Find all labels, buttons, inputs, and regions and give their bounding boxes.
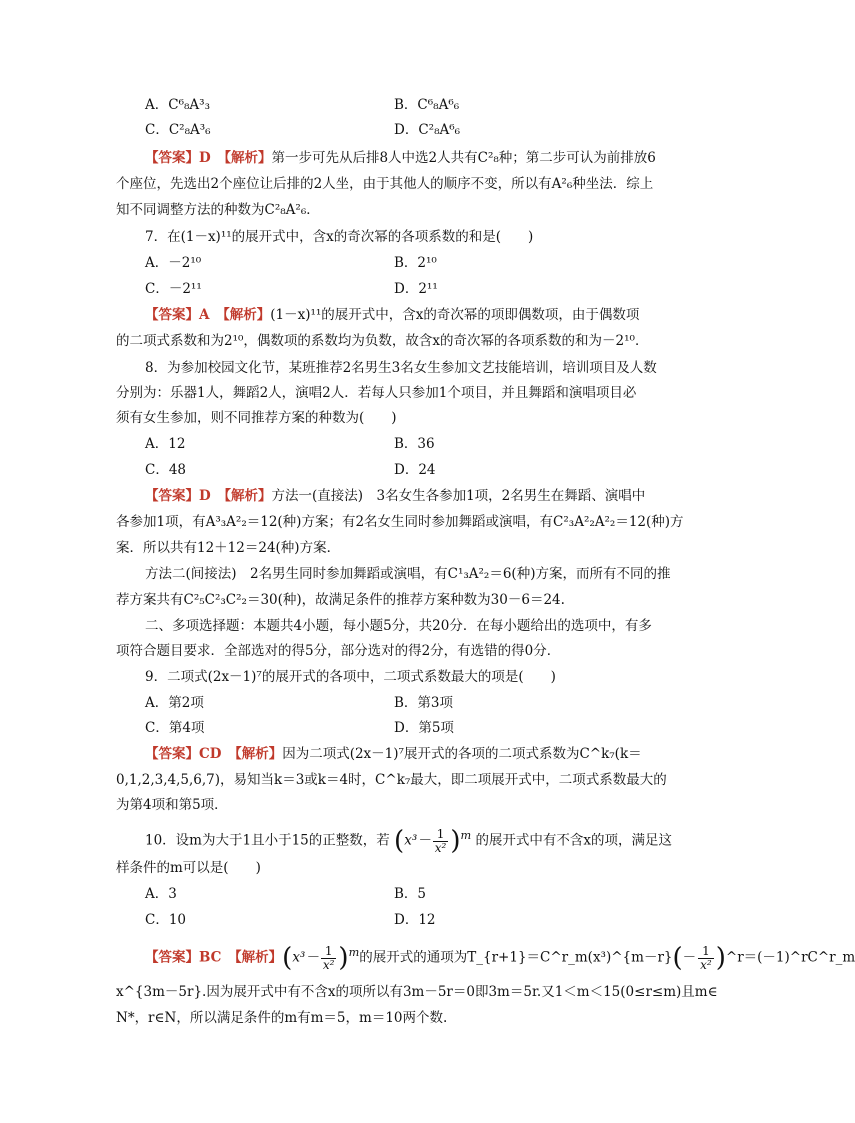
paren-open: ( [394, 826, 405, 856]
q10-exponent: m [348, 946, 360, 959]
section-heading-2: 项符合题目要求．全部选对的得5分，部分选对的得2分，有选错的得0分． [116, 643, 561, 659]
q7-option-c: C．－2¹¹ [145, 281, 202, 297]
q9-option-d: D．第5项 [394, 720, 454, 736]
q7-option-a: A．－2¹⁰ [145, 255, 202, 271]
q7-option-d: D．2¹¹ [394, 281, 438, 297]
q10-stem-pre: 10．设m为大于1且小于15的正整数，若 [145, 832, 390, 849]
q8-stem-2: 分别为：乐器1人，舞蹈2人，演唱2人．若每人只参加1个项目，并且舞蹈和演唱项目必 [116, 385, 637, 401]
q10-option-b: B．5 [394, 886, 427, 902]
q8-stem-1: 8．为参加校园文化节，某班推荐2名男生3名女生参加文艺技能培训，培训项目及人数 [145, 360, 657, 376]
q10-answer-tail: ^r＝(－1)^rC^r_m [725, 949, 855, 966]
q6-analysis-3: 知不同调整方法的种数为C²₈A²₆． [116, 202, 320, 218]
q10-expr-a: x³－ [292, 949, 319, 966]
fraction-numerator: 1 [698, 945, 714, 959]
q9-option-b: B．第3项 [394, 695, 454, 711]
q6-analysis-2: 个座位，先选出2个座位让后排的2人坐，由于其他人的顺序不变，所以有A²₆种坐法．综上 [116, 176, 654, 192]
answer-tag: 【答案】D 【解析】 [145, 150, 272, 166]
q9-analysis-3: 为第4项和第5项． [116, 797, 228, 813]
answer-tag: 【答案】CD 【解析】 [145, 746, 283, 762]
fraction-denominator: x² [700, 957, 712, 972]
answer-tag: 【答案】A 【解析】 [145, 307, 271, 323]
q8-analysis-2: 各参加1项，有A³₃A²₂＝12(种)方案；有2名女生同时参加舞蹈或演唱，有C²₃A²₂A²₂＝12(种)方 [116, 514, 684, 530]
q6-answer-line [145, 148, 656, 168]
q6-option-a: A．C⁶₈A³₃ [145, 97, 210, 113]
q6-option-b: B．C⁶₈A⁶₆ [394, 97, 460, 113]
q10-answer-mid: 的展开式的通项为T_{r+1}＝C^r_m(x³)^{m－r} [359, 949, 673, 966]
fraction-denominator: x² [434, 840, 447, 855]
answer-tag: 【答案】BC 【解析】 [145, 949, 283, 966]
q9-analysis-1: 因为二项式(2x－1)⁷展开式的各项的二项式系数为C^k₇(k＝ [282, 746, 642, 762]
answer-tag: 【答案】D 【解析】 [145, 488, 272, 504]
q10-answer-neg: － [682, 949, 697, 966]
q6-option-d: D．C²₈A⁶₆ [394, 122, 461, 138]
q10-stem-post: 的展开式中有不含x的项，满足这 [475, 832, 673, 849]
q10-analysis-2: N*，r∈N，所以满足条件的m有m＝5，m＝10两个数. [116, 1010, 448, 1026]
q8-analysis-3: 案．所以共有12＋12＝24(种)方案． [116, 540, 341, 556]
q8-stem-3: 须有女生参加，则不同推荐方案的种数为( ) [116, 410, 397, 426]
paren-close: ) [715, 943, 726, 973]
q10-expr-a: x³－ [404, 832, 431, 849]
q9-answer-line [145, 744, 642, 764]
q6-option-c: C．C²₈A³₆ [145, 122, 211, 138]
paren-close: ) [450, 826, 461, 856]
q9-analysis-2: 0,1,2,3,4,5,6,7)，易知当k＝3或k＝4时，C^k₇最大，即二项展开式中，二项式系数最大的 [116, 772, 667, 788]
q7-analysis-1: (1－x)¹¹的展开式中，含x的奇次幂的项即偶数项，由于偶数项 [270, 307, 640, 323]
q8-analysis-5: 荐方案共有C²₅C²₃C²₂＝30(种)，故满足条件的推荐方案种数为30－6＝24. [116, 592, 565, 608]
q8-answer-line [145, 486, 645, 506]
q6-analysis-1: 第一步可先从后排8人中选2人共有C²₈种；第二步可认为前排放6 [271, 150, 656, 166]
q7-option-b: B．2¹⁰ [394, 255, 437, 271]
paren-open: ( [282, 943, 293, 973]
q10-fraction [433, 828, 449, 855]
q10-fraction [698, 945, 714, 972]
q7-analysis-2: 的二项式系数和为2¹⁰，偶数项的系数均为负数，故含x的奇次幂的各项系数的和为－2¹⁰． [116, 333, 649, 349]
q8-option-b: B．36 [394, 436, 435, 452]
q10-option-d: D．12 [394, 912, 436, 928]
q8-option-c: C．48 [145, 462, 187, 478]
paren-close: ) [338, 943, 349, 973]
q9-option-c: C．第4项 [145, 720, 205, 736]
fraction-numerator: 1 [321, 945, 337, 959]
fraction-denominator: x² [322, 957, 335, 972]
q10-option-c: C．10 [145, 912, 187, 928]
q8-analysis-4: 方法二(间接法) 2名男生同时参加舞蹈或演唱，有C¹₃A²₂＝6(种)方案，而所有不同的推 [145, 566, 671, 582]
q10-stem-line-1 [145, 826, 672, 855]
q10-analysis-1: x^{3m－5r}.因为展开式中有不含x的项所以有3m－5r＝0即3m＝5r.又1＜m＜15(0≤r≤m)且m∈ [116, 984, 718, 1000]
q7-stem: 7．在(1－x)¹¹的展开式中，含x的奇次幂的各项系数的和是( ) [145, 229, 534, 245]
q8-analysis-1: 方法一(直接法) 3名女生各参加1项，2名男生在舞蹈、演唱中 [271, 488, 646, 504]
q9-stem: 9．二项式(2x－1)⁷的展开式的各项中，二项式系数最大的项是( ) [145, 669, 556, 685]
fraction-numerator: 1 [433, 828, 449, 842]
paren-open: ( [672, 943, 683, 973]
section-heading-1: 二、多项选择题：本题共4小题，每小题5分，共20分．在每小题给出的选项中，有多 [145, 618, 652, 634]
q10-answer-line [145, 943, 855, 972]
q10-exponent: m [460, 829, 472, 842]
q10-option-a: A．3 [145, 886, 177, 902]
q9-option-a: A．第2项 [145, 695, 204, 711]
q10-stem-line-2: 样条件的m可以是( ) [116, 860, 261, 876]
q8-option-d: D．24 [394, 462, 436, 478]
q10-fraction [321, 945, 337, 972]
q7-answer-line [145, 305, 639, 325]
q8-option-a: A．12 [145, 436, 186, 452]
